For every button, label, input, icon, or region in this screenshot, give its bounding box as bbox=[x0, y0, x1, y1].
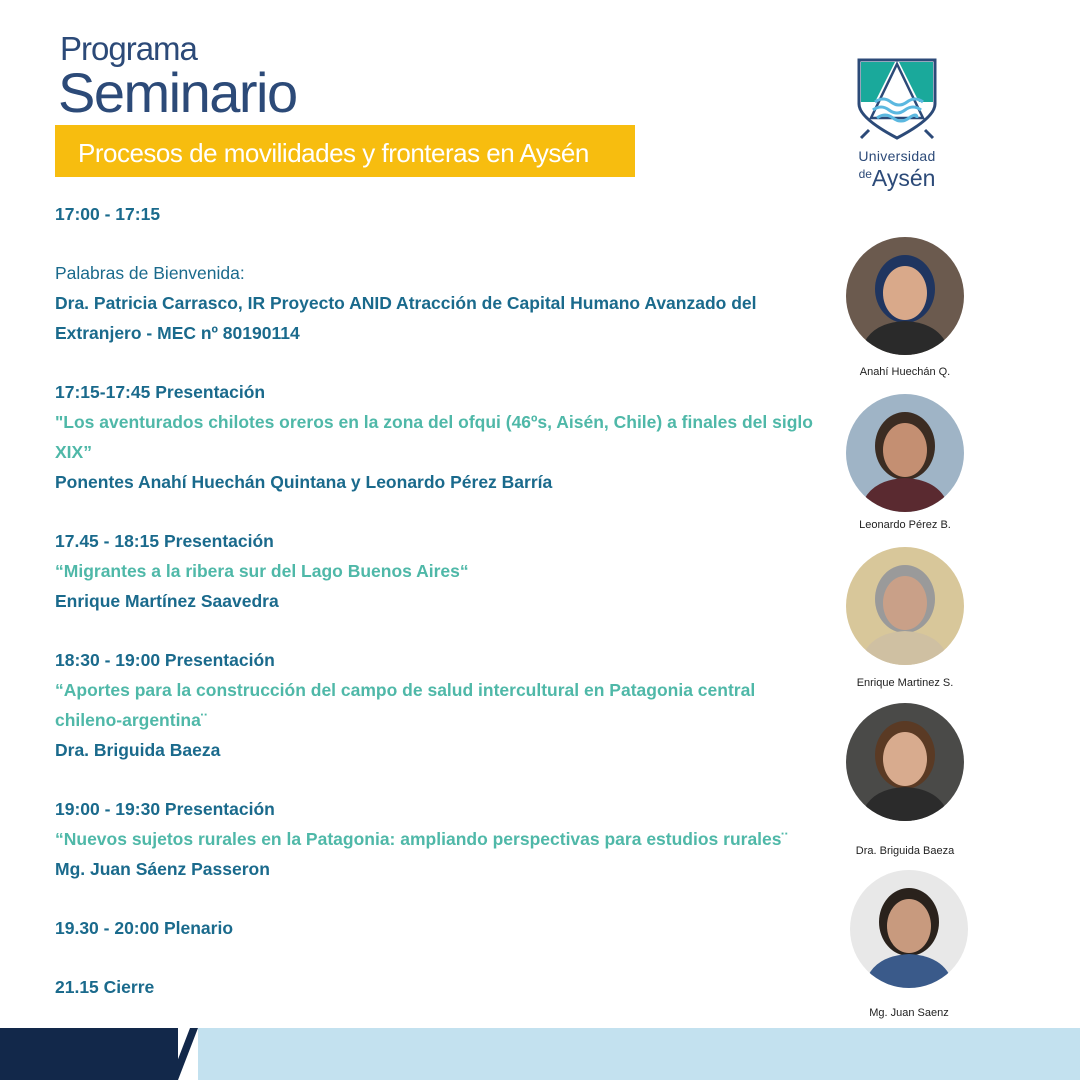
time-slot: 18:30 - 19:00 Presentación bbox=[55, 650, 275, 670]
logo-line2: Aysén bbox=[871, 165, 936, 191]
speaker-name: Enrique Martínez Saavedra bbox=[55, 591, 279, 611]
spacer bbox=[55, 884, 815, 913]
speaker-photo bbox=[846, 703, 964, 821]
subtitle-text: Procesos de movilidades y fronteras en Aysén bbox=[78, 138, 589, 168]
university-shield-icon bbox=[855, 58, 939, 140]
talk-title: XIX” bbox=[55, 442, 92, 462]
spacer bbox=[55, 229, 815, 258]
spacer bbox=[55, 765, 815, 794]
header-kicker: Programa bbox=[60, 30, 197, 67]
speaker-caption: Dra. Briguida Baeza bbox=[855, 845, 955, 857]
logo-line1: Universidad bbox=[858, 148, 936, 164]
time-slot: 21.15 Cierre bbox=[55, 977, 155, 997]
logo-line2-prefix: de bbox=[858, 167, 872, 181]
footer-light-band bbox=[198, 1028, 1080, 1080]
time-slot: 19.30 - 20:00 Plenario bbox=[55, 918, 234, 938]
speaker-name: Dra. Briguida Baeza bbox=[55, 740, 221, 760]
talk-title: “Aportes para la construcción del campo de salud intercultural en Patagonia central bbox=[55, 680, 756, 700]
time-slot: 17:15-17:45 Presentación bbox=[55, 382, 266, 402]
intro-label: Palabras de Bienvenida: bbox=[55, 263, 245, 283]
time-slot: 17.45 - 18:15 Presentación bbox=[55, 531, 274, 551]
talk-title: “Migrantes a la ribera sur del Lago Buenos Aires“ bbox=[55, 561, 469, 581]
program-list bbox=[55, 199, 815, 1002]
page-title: Seminario bbox=[58, 61, 297, 124]
spacer bbox=[55, 348, 815, 377]
time-slot: 17:00 - 17:15 bbox=[55, 204, 161, 224]
university-logo bbox=[852, 58, 942, 190]
speaker-photo bbox=[846, 547, 964, 665]
speaker-name: Mg. Juan Sáenz Passeron bbox=[55, 859, 270, 879]
speaker-caption: Mg. Juan Saenz bbox=[869, 1007, 949, 1019]
speaker-name: Dra. Patricia Carrasco, IR Proyecto ANID Atracción de Capital Humano Avanzado del bbox=[55, 293, 757, 313]
speaker-photo bbox=[846, 394, 964, 512]
speaker-name: Ponentes Anahí Huechán Quintana y Leonardo Pérez Barría bbox=[55, 472, 553, 492]
spacer bbox=[55, 497, 815, 526]
talk-title: "Los aventurados chilotes oreros en la zona del ofqui (46ºs, Aisén, Chile) a finales del siglo bbox=[55, 412, 813, 432]
spacer bbox=[55, 943, 815, 972]
logo-line2-wrap bbox=[852, 162, 942, 190]
speaker-photo bbox=[850, 870, 968, 988]
speaker-photo bbox=[846, 237, 964, 355]
talk-title: “Nuevos sujetos rurales en la Patagonia: ampliando perspectivas para estudios rurales¨ bbox=[55, 829, 788, 849]
time-slot: 19:00 - 19:30 Presentación bbox=[55, 799, 275, 819]
spacer bbox=[55, 616, 815, 645]
speaker-caption: Enrique Martinez S. bbox=[856, 677, 954, 689]
footer-dark-band bbox=[0, 1028, 178, 1080]
speaker-caption: Leonardo Pérez B. bbox=[859, 519, 951, 531]
speaker-caption: Anahí Huechán Q. bbox=[859, 366, 951, 378]
speaker-name: Extranjero - MEC nº 80190114 bbox=[55, 323, 300, 343]
talk-title: chileno-argentina¨ bbox=[55, 710, 207, 730]
